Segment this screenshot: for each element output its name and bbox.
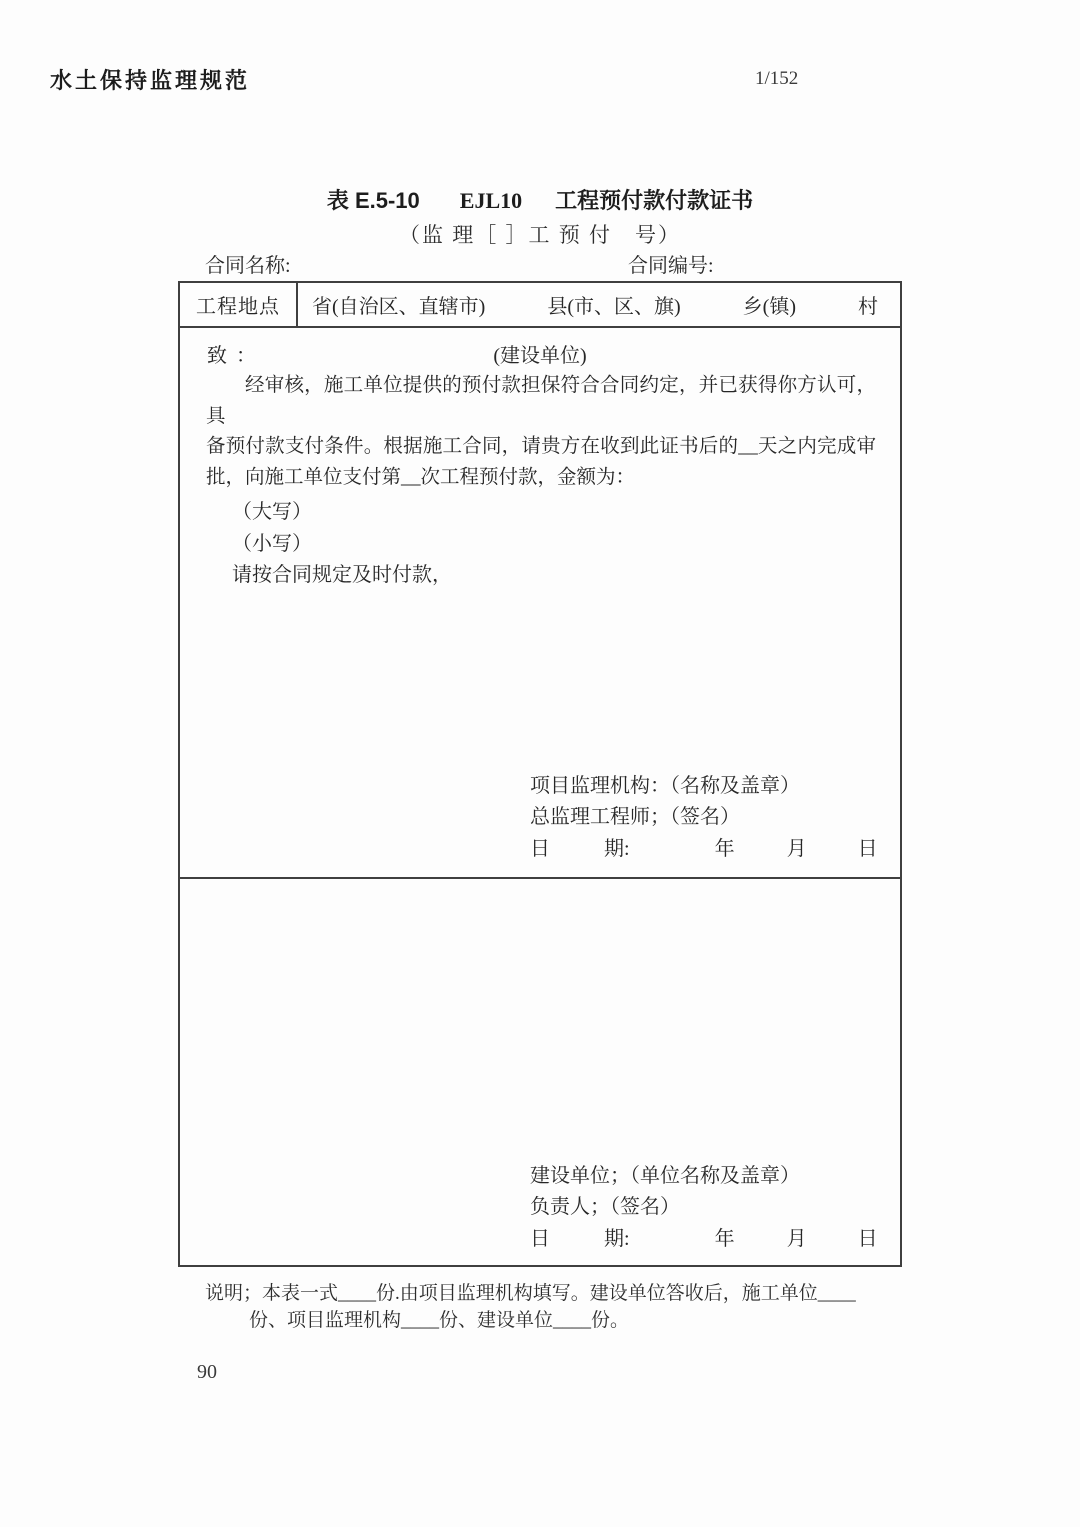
location-county: 县(市、区、旗)	[547, 296, 681, 318]
owner-person-line: 负责人；（签名）	[530, 1196, 680, 1218]
chief-engineer-line: 总监理工程师；（签名）	[530, 806, 740, 828]
owner-signature-block	[530, 1161, 878, 1256]
location-label-cell: 工程地点	[180, 283, 298, 326]
addressee-unit-hint: (建设单位)	[493, 345, 587, 367]
location-village: 村	[857, 296, 878, 318]
supervisor-signature-block	[530, 771, 878, 866]
date-word: 日	[530, 1227, 550, 1250]
addressee-label: 致 ：	[207, 345, 258, 367]
certificate-body-section	[180, 328, 900, 879]
amount-in-words-label: （大写）	[232, 501, 312, 523]
date-word: 期:	[604, 1227, 630, 1250]
contract-name-label: 合同名称:	[205, 255, 291, 277]
form-subtitle: （监 理［ ］工 预 付 号）	[399, 223, 681, 247]
year-label: 年	[714, 837, 735, 860]
addressee-row	[180, 339, 900, 371]
amount-in-figures-label: （小写）	[232, 532, 312, 555]
form-note-line: 份、项目监理机构____份、建设单位____份。	[249, 1309, 630, 1331]
body-paragraph-line: 经审核，施工单位提供的预付款担保符合合同约定，并已获得你方认可，具	[206, 375, 876, 427]
day-label: 日	[857, 837, 878, 860]
owner-section	[180, 879, 900, 1265]
document-header-title: 水土保持监理规范	[50, 68, 251, 93]
location-value-cell	[298, 283, 900, 326]
form-title	[0, 184, 1080, 215]
amount-block	[232, 497, 900, 592]
payment-request-note: 请按合同规定及时付款，	[232, 564, 452, 586]
contract-number-label: 合同编号:	[628, 255, 714, 277]
form-table-number: 表 E.5-10	[326, 188, 420, 213]
supervisor-date-line	[530, 834, 878, 866]
form-name: 工程预付款付款证书	[555, 188, 754, 213]
folio-page-number: 90	[197, 1361, 217, 1383]
owner-date-line	[530, 1224, 878, 1256]
form-note	[205, 1281, 883, 1334]
supervisor-org-line: 项目监理机构：（名称及盖章）	[530, 774, 800, 797]
date-word: 日	[530, 837, 550, 860]
body-paragraph-line: 批，向施工单位支付第__次工程预付款，金额为：	[206, 466, 636, 488]
day-label: 日	[857, 1227, 878, 1250]
form-note-line: 说明；本表一式____份.由项目监理机构填写。建设单位答收后，施工单位____	[205, 1283, 856, 1304]
page-indicator: 1/152	[755, 68, 799, 89]
location-township: 乡(镇)	[742, 296, 796, 318]
month-label: 月	[786, 1227, 807, 1250]
owner-org-line: 建设单位；（单位名称及盖章）	[530, 1164, 800, 1187]
form-table	[178, 281, 902, 1267]
location-row	[180, 283, 900, 328]
date-word: 期:	[604, 837, 630, 860]
body-paragraph-line: 备预付款支付条件。根据施工合同，请贵方在收到此证书后的__天之内完成审	[206, 436, 876, 457]
form-code: EJL10	[459, 188, 523, 213]
location-province: 省(自治区、直辖市)	[312, 296, 486, 318]
month-label: 月	[786, 837, 807, 860]
year-label: 年	[714, 1227, 735, 1250]
